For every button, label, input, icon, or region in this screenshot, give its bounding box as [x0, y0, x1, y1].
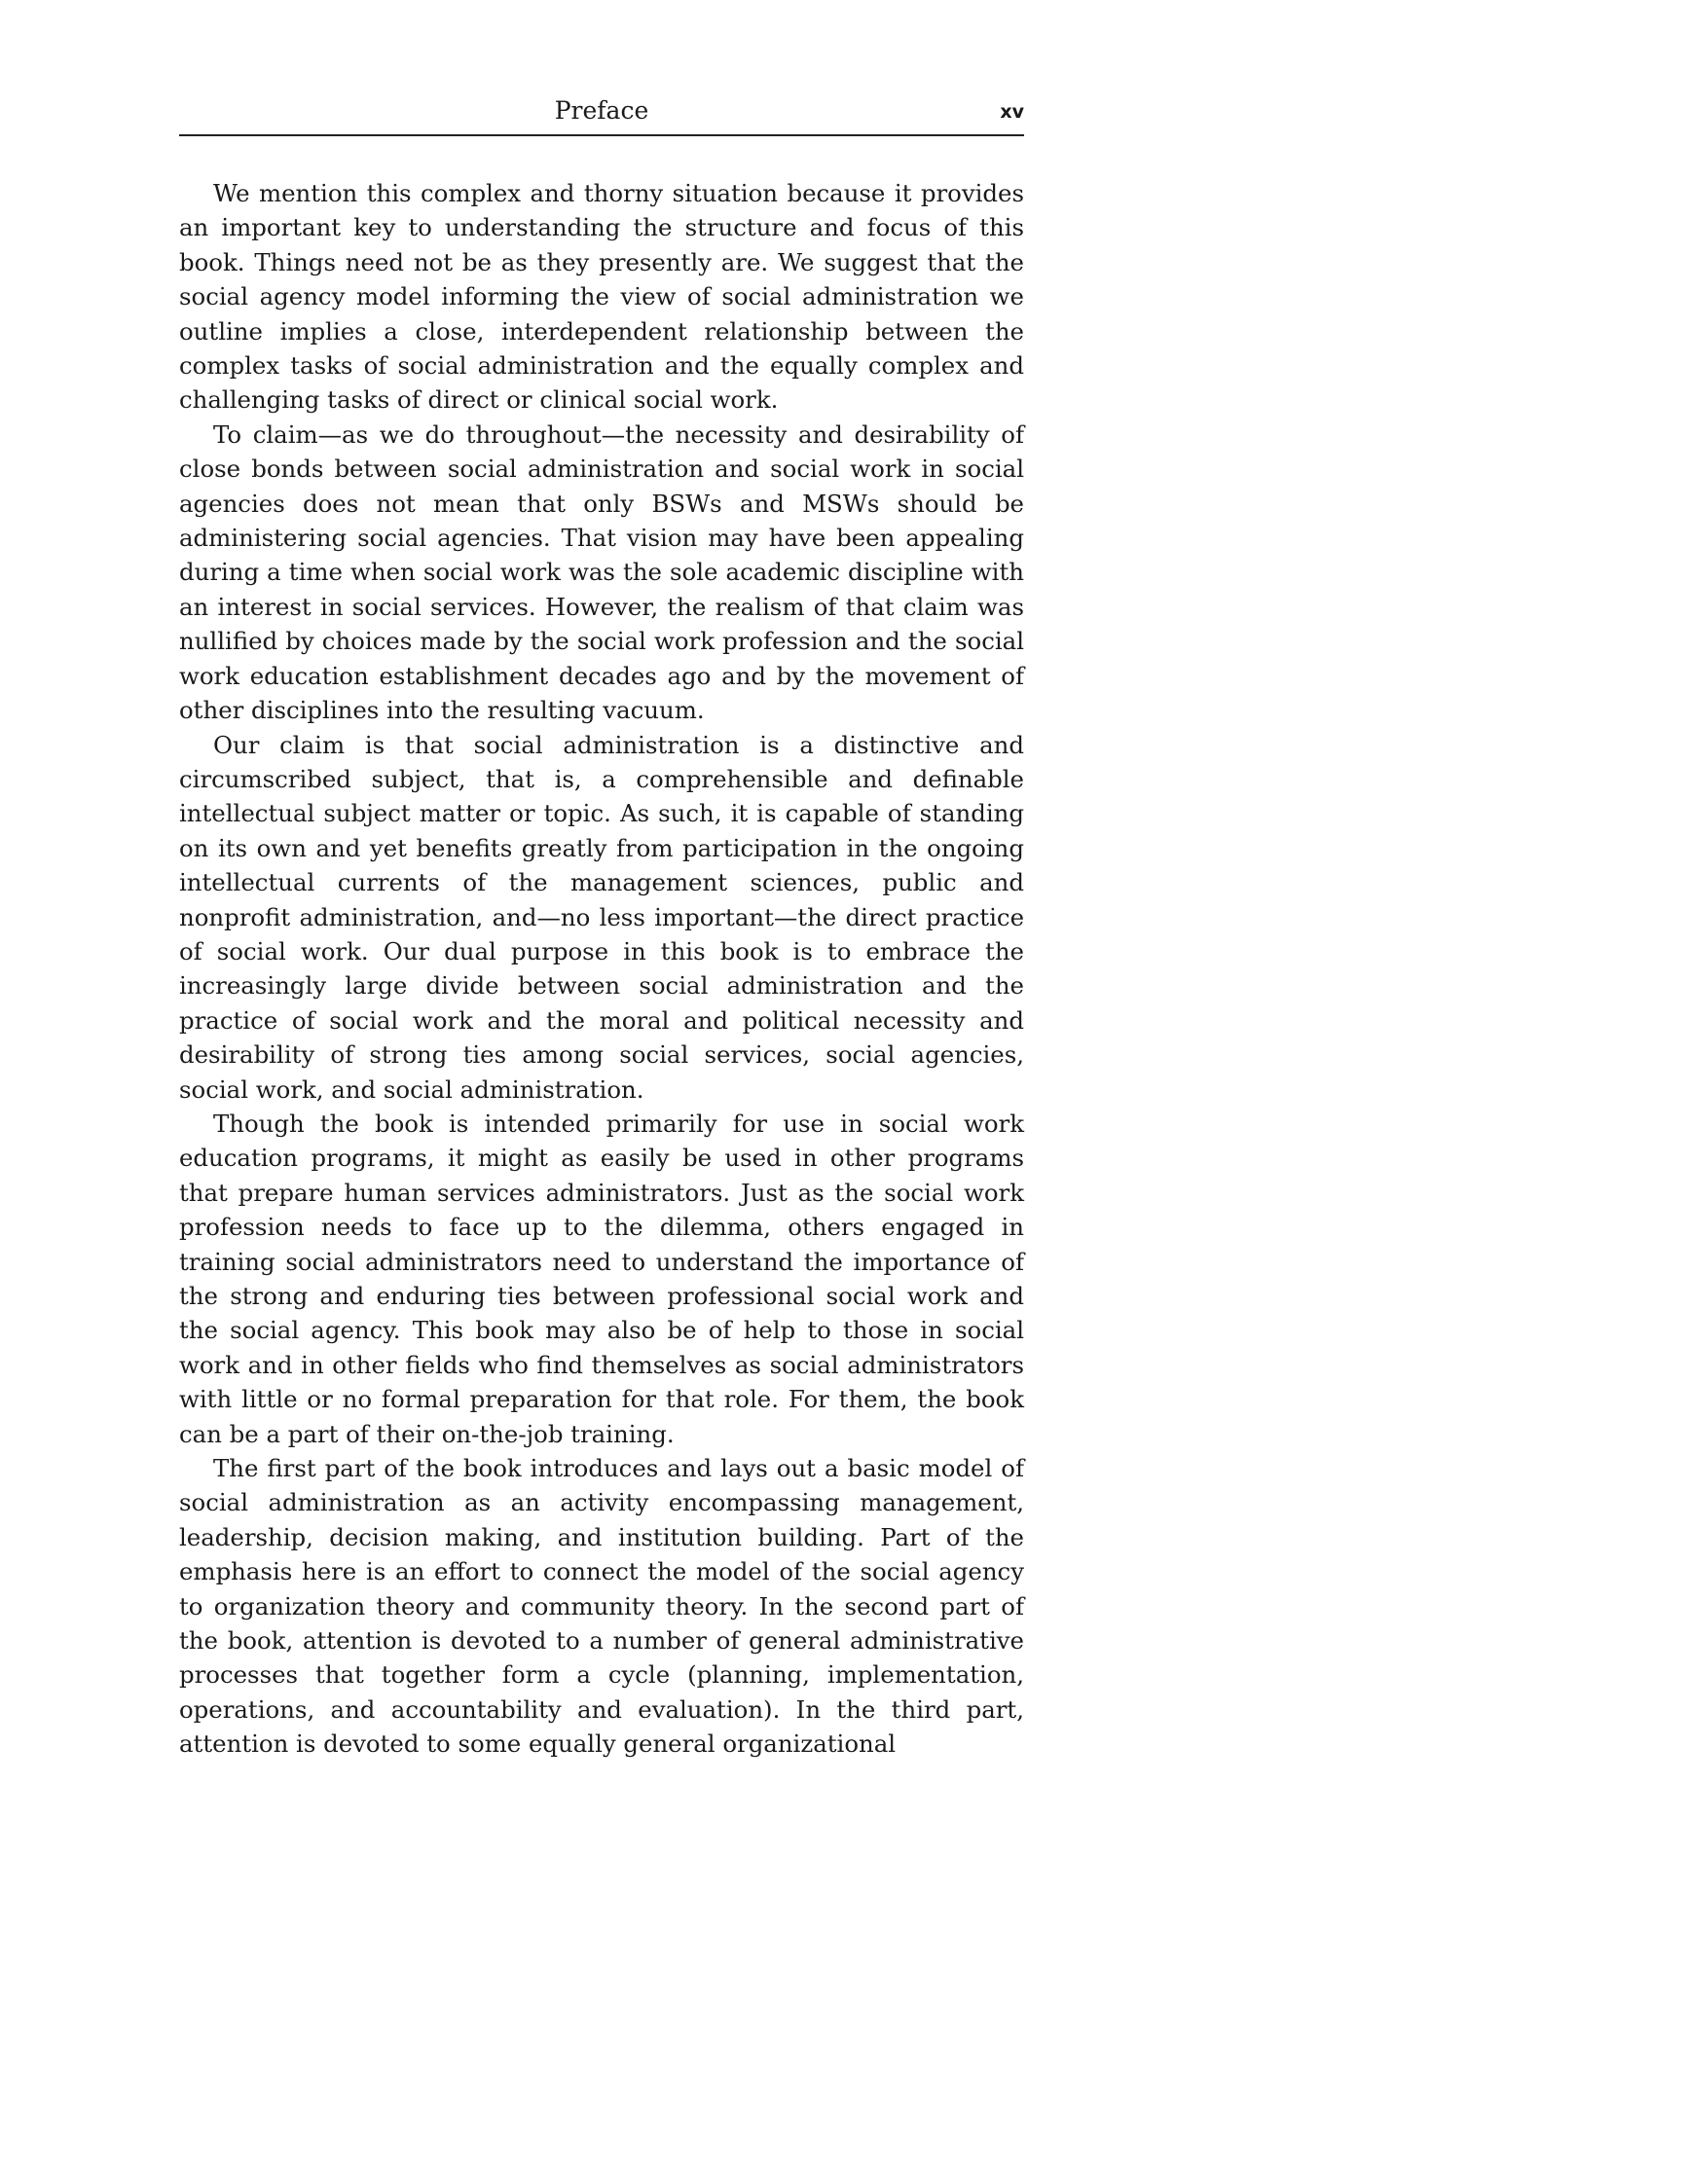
running-head [179, 93, 1024, 136]
body-text [179, 176, 1024, 1762]
page-number: xv [1000, 101, 1024, 123]
paragraph: Our claim is that social administration is a distinctive and circumscribed subject, that is, a comprehensible and definable intellectual subject matter or topic. As such, it is capable of standing on its own and yet benefits greatly from participation in the ongoing intellectual currents of the management sciences, public and nonprofit administration, and—no less important—the direct practice of social work. Our dual purpose in this book is to embrace the increasingly large divide between social administration and the practice of social work and the moral and political necessity and desirability of strong ties among social services, social agencies, social work, and social administration. [179, 730, 1024, 1104]
paragraph: The first part of the book introduces and lays out a basic model of social administration as an activity encompassing management, leadership, decision making, and institution building. Part of the emphasis here is an effort to connect the model of the social agency to organization theory and community theory. In the second part of the book, attention is devoted to a number of general administrative processes that together form a cycle (planning, implementation, operations, and accountability and evaluation). In the third part, attention is devoted to some equally general organizational [179, 1454, 1024, 1759]
paragraph: We mention this complex and thorny situation because it provides an important key to understanding the structure and focus of this book. Things need not be as they presently are. We suggest that the social agency model informing the view of social administration we outline implies a close, interdependent relationship between the complex tasks of social administration and the equally complex and challenging tasks of direct or clinical social work. [179, 179, 1024, 415]
paragraph: Though the book is intended primarily for use in social work education programs, it might as easily be used in other programs that prepare human services administrators. Just as the social work profession needs to face up to the dilemma, others engaged in training social administrators need to understand the importance of the strong and enduring ties between professional social work and the social agency. This book may also be of help to those in social work and in other fields who find themselves as social administrators with little or no formal preparation for that role. For them, the book can be a part of their on-the-job training. [179, 1109, 1024, 1448]
paragraph: To claim—as we do throughout—the necessity and desirability of close bonds between social administration and social work in social agencies does not mean that only BSWs and MSWs should be administering social agencies. That vision may have been appealing during a time when social work was the sole academic discipline with an interest in social services. However, the realism of that claim was nullified by choices made by the social work profession and the social work education establishment decades ago and by the movement of other disciplines into the resulting vacuum. [179, 419, 1024, 725]
running-head-title: Preface [554, 96, 649, 125]
